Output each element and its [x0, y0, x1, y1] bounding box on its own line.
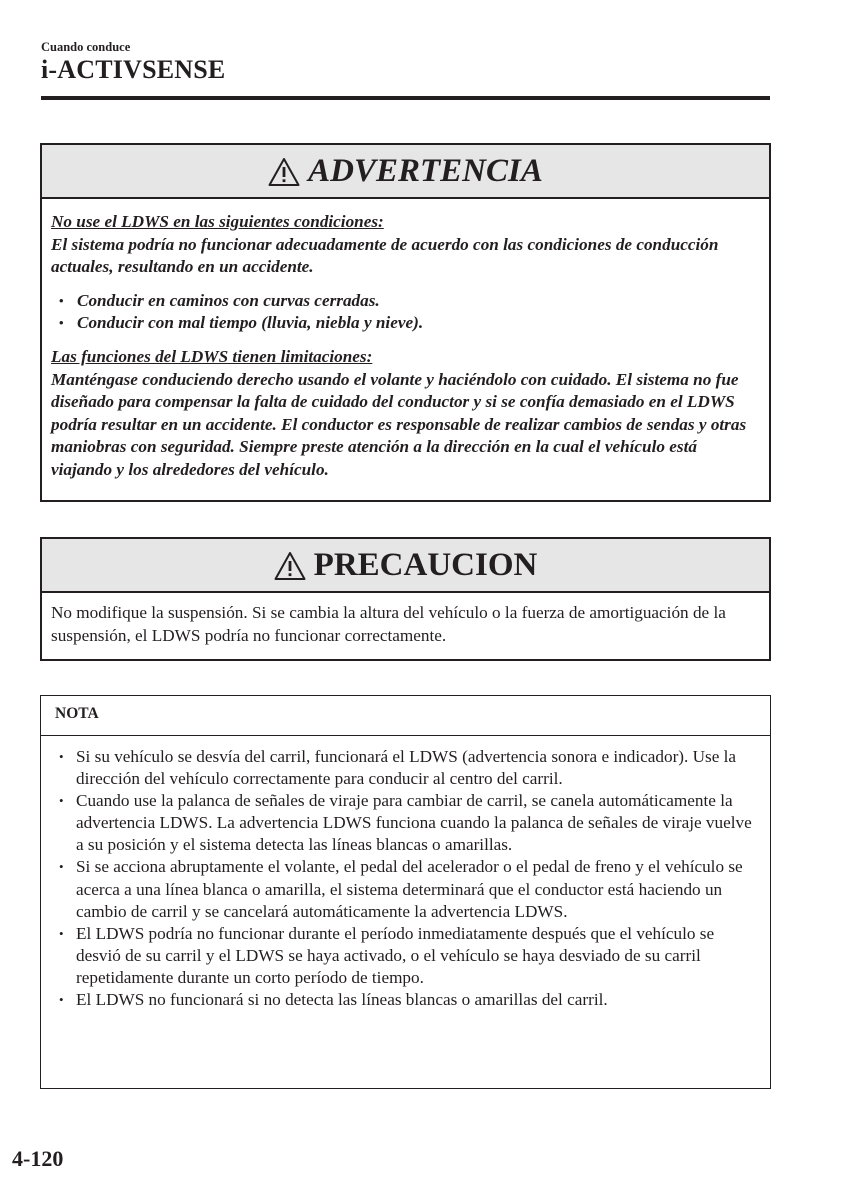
note-heading: NOTA [41, 696, 770, 736]
list-item: • Si se acciona abruptamente el volante, el pedal del acelerador o el pedal de freno y el vehículo se acerca a una línea blanca o amarilla, el sistema determinará que el conductor está haciendo un cambio de carril y se cancelará automáticamente la advertencia LDWS. [58, 856, 760, 922]
warning-header [42, 145, 769, 199]
warning-subtitle-1: No use el LDWS en las siguientes condiciones: [51, 212, 384, 231]
note-bullet-list [58, 746, 760, 1011]
list-item: • El LDWS podría no funcionar durante el período inmediatamente después que el vehículo se desvió de su carril y el LDWS se haya activado, o el vehículo se haya desviado de su carril repetidamente durante un corto período de tiempo. [58, 923, 760, 989]
note-box [40, 695, 771, 1089]
list-item: • Cuando use la palanca de señales de viraje para cambiar de carril, se canela automáticamente la advertencia LDWS. La advertencia LDWS funciona cuando la palanca de señales de viraje vuelve a su posición y el sistema detecta las líneas blancas o amarillas. [58, 790, 760, 856]
header-rule [41, 96, 770, 100]
warning-bullet-list [51, 290, 760, 335]
warning-body [42, 199, 769, 482]
warning-text-1: El sistema podría no funcionar adecuadamente de acuerdo con las condiciones de conducción actuales, resultando en un accidente. [51, 234, 719, 277]
warning-text-2: Manténgase conduciendo derecho usando el volante y haciéndolo con cuidado. El sistema no fue diseñado para compensar la falta de cuidado del conductor y si se confía demasiado en el LDWS podría resultar en un accidente. El conductor es responsable de realizar cambios de sendas y otras maniobras con seguridad. Siempre preste atención a la dirección en la cual el vehículo está viajando y los alrededores del vehículo. [51, 369, 747, 479]
caution-heading: PRECAUCION [313, 546, 538, 583]
caution-box [40, 537, 771, 661]
section-label: Cuando conduce [41, 40, 131, 54]
caution-text: No modifique la suspensión. Si se cambia la altura del vehículo o la fuerza de amortiguación de la suspensión, el LDWS podría no funcionar correctamente. [51, 603, 726, 645]
page-title: i-ACTIVSENSE [41, 55, 226, 84]
caution-body [42, 593, 769, 647]
list-item: • Conducir con mal tiempo (lluvia, niebla y nieve). [51, 312, 760, 335]
caution-header [42, 539, 769, 593]
warning-subtitle-2: Las funciones del LDWS tienen limitaciones: [51, 346, 373, 366]
list-item: • Conducir en caminos con curvas cerradas. [51, 290, 760, 313]
list-item: • El LDWS no funcionará si no detecta las líneas blancas o amarillas del carril. [58, 989, 760, 1011]
warning-triangle-icon [274, 551, 306, 581]
warning-triangle-icon [268, 157, 300, 187]
note-body [41, 736, 770, 1011]
warning-box [40, 143, 771, 502]
page-number: 4-120 [12, 1146, 64, 1171]
list-item: • Si su vehículo se desvía del carril, funcionará el LDWS (advertencia sonora e indicador). Use la dirección del vehículo correctamente para conducir al centro del carril. [58, 746, 760, 790]
warning-heading: ADVERTENCIA [308, 152, 543, 189]
